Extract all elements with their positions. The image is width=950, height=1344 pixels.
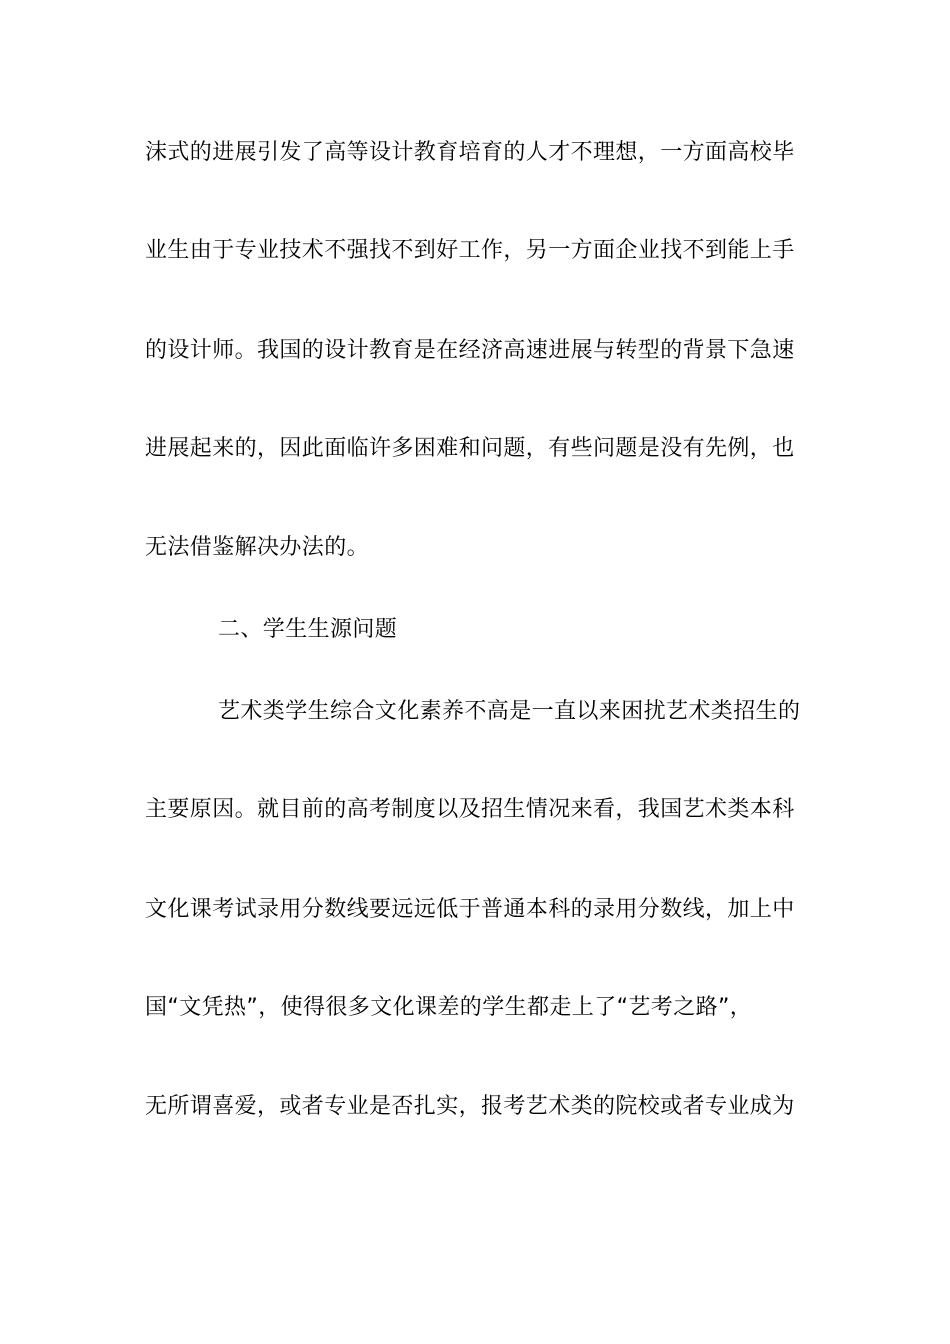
body-text-line: 艺术类学生综合文化素养不高是一直以来困扰艺术类招生的 (218, 699, 801, 724)
section-heading: 二、学生生源问题 (218, 617, 398, 642)
body-text-line: 无所谓喜爱，或者专业是否扎实，报考艺术类的院校或者专业成为 (145, 1094, 795, 1119)
body-text-line: 的设计师。我国的设计教育是在经济高速进展与转型的背景下急速 (145, 338, 795, 363)
body-text-line: 沫式的进展引发了高等设计教育培育的人才不理想，一方面高校毕 (145, 140, 795, 165)
body-text-line: 文化课考试录用分数线要远远低于普通本科的录用分数线，加上中 (145, 897, 795, 922)
body-text-line: 无法借鉴解决办法的。 (145, 535, 370, 560)
body-text-line: 国“文凭热”，使得很多文化课差的学生都走上了“艺考之路”， (145, 995, 753, 1020)
body-text-line: 主要原因。就目前的高考制度以及招生情况来看，我国艺术类本科 (145, 797, 795, 822)
body-text-line: 进展起来的，因此面临许多困难和问题，有些问题是没有先例，也 (145, 436, 795, 461)
body-text-line: 业生由于专业技术不强找不到好工作，另一方面企业找不到能上手 (145, 238, 795, 263)
